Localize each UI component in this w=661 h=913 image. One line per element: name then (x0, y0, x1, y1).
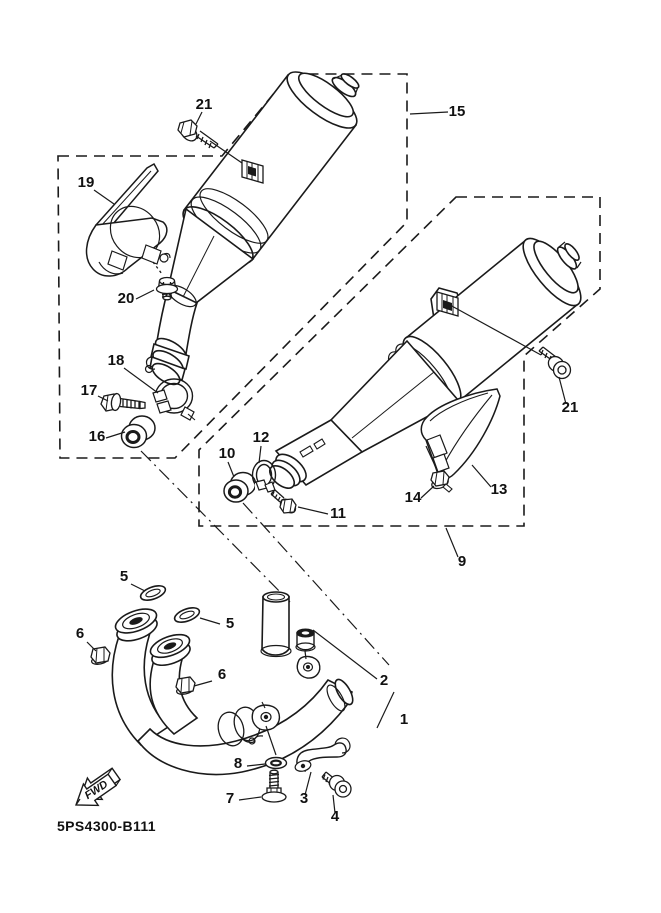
protector-19-shell (87, 218, 167, 276)
gasket-5-upper (139, 583, 168, 603)
callout-6-lower: 6 (217, 666, 227, 683)
fwd-label: FWD (82, 778, 111, 803)
washer-8 (266, 758, 287, 769)
callout-21-upper: 21 (195, 96, 213, 113)
callout-5-lower: 5 (225, 615, 235, 632)
callout-2: 2 (379, 672, 389, 689)
bolt-11 (271, 490, 298, 516)
callout-9: 9 (457, 553, 467, 570)
callout-13: 13 (490, 481, 508, 498)
callout-20: 20 (117, 290, 135, 307)
callout-19: 19 (77, 174, 95, 191)
callout-15: 15 (448, 103, 466, 120)
damper-10 (224, 473, 256, 503)
callout-12: 12 (252, 429, 270, 446)
callout-7: 7 (225, 790, 235, 807)
nut-6-upper (91, 647, 110, 666)
callout-17: 17 (80, 382, 98, 399)
callout-11: 11 (330, 505, 346, 522)
callout-16: 16 (88, 428, 106, 445)
exhaust-pipe-assembly (112, 583, 356, 775)
gasket-5-lower (173, 605, 202, 625)
callout-14: 14 (404, 489, 422, 506)
callout-4: 4 (330, 808, 340, 825)
part-code: 5PS4300-B111 (57, 818, 156, 834)
callout-8: 8 (233, 755, 243, 772)
callout-6-upper: 6 (75, 625, 85, 642)
bolt-17 (101, 393, 145, 411)
bolt-4 (322, 772, 351, 797)
callout-21-right: 21 (561, 399, 579, 416)
callout-18: 18 (107, 352, 125, 369)
callout-5-upper: 5 (119, 568, 129, 585)
protector-19 (87, 164, 170, 276)
bolt-21-upper (178, 120, 218, 148)
bolt-7 (262, 770, 286, 802)
fwd-arrow (76, 768, 120, 805)
callout-10: 10 (218, 445, 236, 462)
clamp-18 (150, 379, 195, 420)
damper-2 (296, 629, 320, 678)
silencer-2 (266, 230, 590, 492)
silencer-1 (146, 63, 365, 389)
nut-6-lower (176, 677, 195, 696)
callout-1: 1 (399, 711, 409, 728)
bolt-21-right (539, 347, 571, 379)
callout-3: 3 (299, 790, 309, 807)
damper-16 (122, 416, 156, 448)
